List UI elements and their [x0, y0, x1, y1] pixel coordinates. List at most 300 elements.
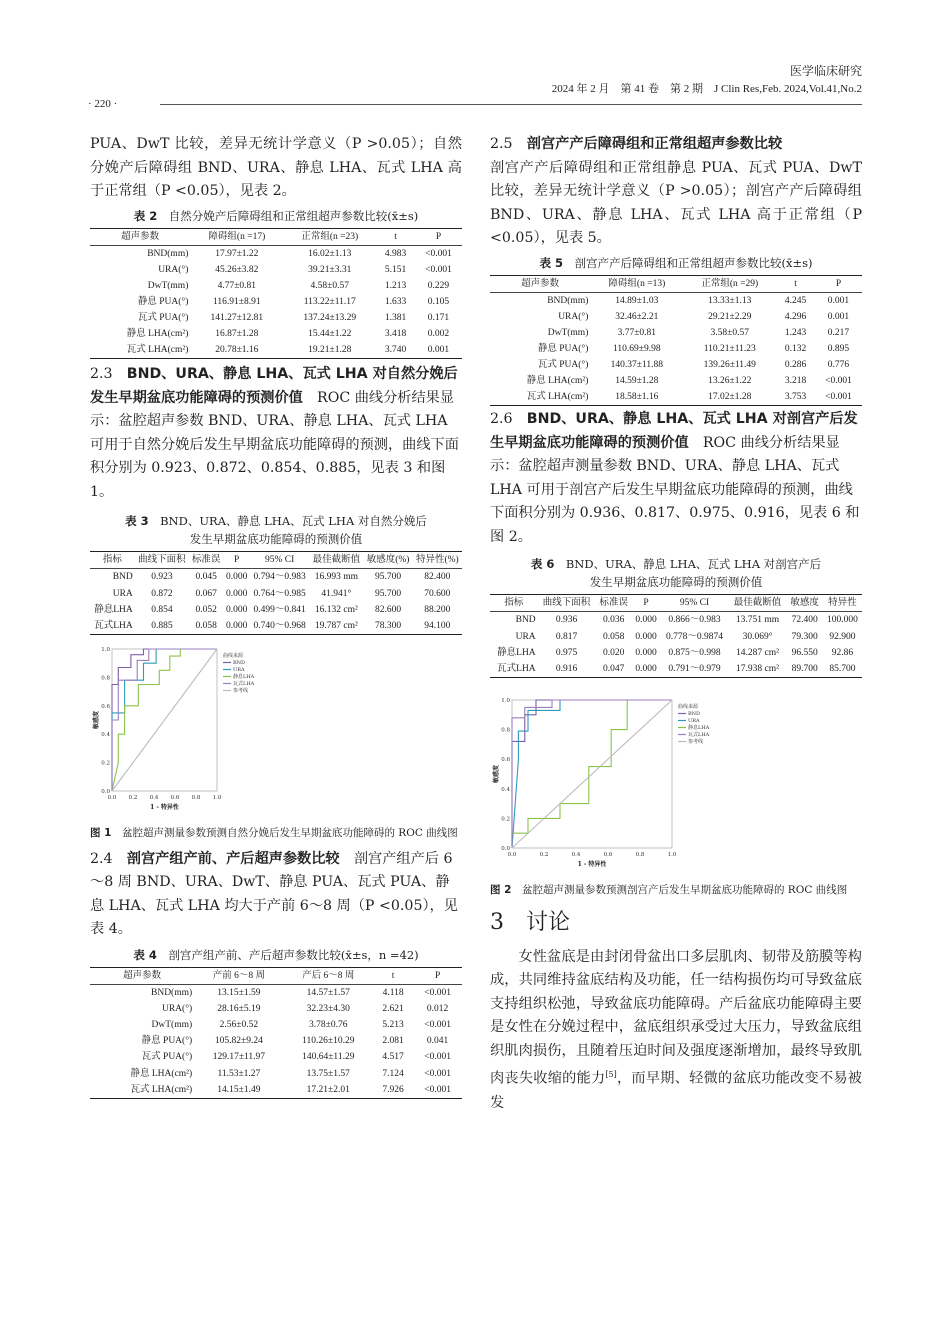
table-cell: 静息 PUA(°)	[137, 296, 189, 307]
discussion-text: 女性盆底是由封闭骨盆出口多层肌肉、韧带及筋膜等构成，共同维持盆底结构及功能，任一结构损伤均可导致盆底支持组织松弛，导致盆底功能障碍。产后盆底功能障碍主要是女性在分娩过程中，盆底组织承受过大压力，导致盆底组织肌肉损伤，且随着压迫时间及强度逐渐增加，最终导致肌肉丧失收缩的能力	[490, 948, 862, 1088]
column-header: 超声参数	[521, 278, 560, 289]
y-tick-label: 0.4	[101, 732, 110, 739]
table-row	[90, 1001, 462, 1017]
table-cell: 3.753	[784, 392, 807, 403]
legend-item: URA	[688, 717, 700, 724]
table-cell: 0.885	[151, 620, 173, 631]
table-cell: BND	[515, 615, 536, 626]
table-cell: 17.21±2.01	[306, 1084, 350, 1095]
left-column	[90, 133, 462, 1101]
table-cell: 0.002	[427, 329, 450, 340]
table-row	[490, 309, 862, 325]
table-row	[90, 602, 462, 618]
table-cell: 0.000	[225, 620, 248, 631]
y-axis-label: 敏感度	[93, 710, 100, 729]
table-cell: 静息 LHA(cm²)	[126, 329, 189, 340]
table-cell: 79.300	[791, 631, 818, 642]
legend-title: 曲线来源	[678, 703, 699, 710]
discussion-paragraph	[490, 946, 862, 1115]
table-row	[90, 294, 462, 310]
table-cell: 0.217	[827, 327, 850, 338]
x-tick-label: 1.0	[212, 794, 222, 801]
table-cell: 0.764～0.985	[253, 588, 306, 599]
table-cell: 瓦式 PUA(°)	[141, 1052, 193, 1063]
legend-item: BND	[688, 710, 701, 717]
table-cell: 3.78±0.76	[309, 1020, 348, 1031]
table-cell: 0.791～0.979	[668, 663, 721, 674]
caption-text: 盆腔超声测量参数预测自然分娩后发生早期盆底功能障碍的 ROC 曲线图	[121, 826, 458, 839]
table-cell: 4.983	[384, 248, 407, 259]
caption-text: 发生早期盆底功能障碍的预测价值	[189, 532, 363, 547]
table-cell: 0.058	[602, 631, 625, 642]
table-cell: 39.21±3.31	[308, 264, 352, 275]
table-row	[90, 1066, 462, 1082]
table-cell: 139.26±11.49	[703, 360, 756, 371]
table-row	[490, 373, 862, 389]
table-cell: 0.000	[225, 572, 248, 583]
table-cell: 瓦式 LHA(cm²)	[130, 1084, 193, 1095]
y-tick-label: 1.0	[501, 697, 510, 704]
table-row	[490, 645, 862, 661]
table-cell: 4.517	[382, 1052, 404, 1063]
table-cell: 0.001	[427, 345, 450, 356]
table-row	[490, 325, 862, 341]
table-cell: 0.000	[225, 588, 248, 599]
table-cell: 3.58±0.57	[710, 327, 749, 338]
table-cell: 4.296	[784, 311, 807, 322]
table-cell: 0.875～0.998	[668, 647, 721, 658]
table-row	[490, 341, 862, 357]
section-number: 2.3	[90, 366, 113, 383]
table-cell: 7.124	[382, 1068, 404, 1079]
table-cell: 113.22±11.17	[303, 296, 356, 307]
legend-item: 瓦式LHA	[233, 680, 255, 687]
table-cell: 3.740	[384, 345, 407, 356]
table-cell: 0.872	[151, 588, 173, 599]
header-rule	[160, 104, 862, 105]
table-cell: 13.33±1.13	[708, 295, 752, 306]
table-cell: 100.000	[826, 615, 858, 626]
table3-caption	[90, 512, 462, 548]
table-cell: 16.132 cm²	[314, 604, 358, 615]
table-row	[90, 1033, 462, 1049]
table-cell: <0.001	[424, 987, 451, 998]
legend-item: 参考线	[688, 738, 704, 745]
table-cell: 0.740～0.968	[253, 620, 306, 631]
table-cell: 0.045	[195, 572, 217, 583]
table-cell: 140.37±11.88	[610, 360, 664, 371]
table-cell: 4.77±0.81	[217, 280, 257, 291]
table-cell: 0.041	[426, 1036, 449, 1047]
table-row	[90, 984, 462, 1001]
table-cell: 0.012	[426, 1003, 449, 1014]
table-2	[90, 228, 462, 360]
table-cell: 28.16±5.19	[217, 1003, 261, 1014]
table-cell: 13.75±1.57	[306, 1068, 350, 1079]
x-tick-label: 1.0	[667, 851, 677, 858]
column-header: 指标	[102, 555, 122, 566]
table-row	[90, 278, 462, 294]
x-tick-label: 0.0	[507, 851, 517, 858]
table-cell: 129.17±11.97	[212, 1052, 266, 1063]
caption-no: 表 5	[539, 255, 563, 270]
section-number: 3	[490, 909, 504, 935]
column-header: 障碍组(n =17)	[208, 231, 266, 242]
table-row	[90, 326, 462, 342]
table-row	[90, 342, 462, 359]
table-cell: 0.000	[635, 615, 657, 626]
table-cell: 0.171	[427, 313, 450, 324]
table-cell: 17.02±1.28	[708, 392, 752, 403]
caption-no: 图 1	[90, 826, 112, 839]
caption-no: 表 4	[133, 947, 157, 962]
table-cell: 0.000	[635, 647, 657, 658]
column-header: P	[643, 598, 649, 609]
x-tick-label: 0.2	[539, 851, 549, 858]
table-cell: 82.400	[424, 572, 451, 583]
section-number: 2.4	[90, 850, 113, 867]
table-cell: 92.900	[829, 631, 856, 642]
section-text: ROC 曲线分析结果显示：盆腔超声参数 BND、URA、静息 LHA、瓦式 LHA 可用于自然分娩后发生早期盆底功能障碍的预测，曲线下面积分别为 0.923、0.872、0.854、0.885，见表 3 和图 1。	[90, 389, 459, 500]
table-cell: 0.001	[827, 295, 850, 306]
table-cell: 0.866～0.983	[668, 615, 721, 626]
table-cell: 105.82±9.24	[214, 1036, 263, 1047]
table-cell: <0.001	[424, 1084, 451, 1095]
caption-text: 自然分娩产后障碍组和正常组超声参数比较(x̄±s)	[168, 208, 419, 223]
table-row	[90, 585, 462, 601]
caption-text: 发生早期盆底功能障碍的预测价值	[589, 575, 763, 590]
table-cell: 4.118	[382, 987, 404, 998]
caption-text: 剖宫产产后障碍组和正常组超声参数比较(x̄±s)	[574, 255, 813, 270]
table-cell: 16.993 mm	[314, 572, 358, 583]
table-cell: BND(mm)	[151, 987, 193, 998]
y-tick-label: 0.8	[101, 675, 110, 682]
column-header: t	[394, 231, 397, 242]
table-4	[90, 967, 462, 1099]
y-tick-label: 1.0	[101, 646, 110, 653]
table-cell: 1.633	[384, 296, 407, 307]
column-header: t	[794, 278, 797, 289]
table-row	[490, 661, 862, 678]
table-cell: 2.621	[382, 1003, 404, 1014]
table-row	[490, 612, 862, 629]
table-cell: 13.15±1.59	[217, 987, 261, 998]
table-cell: 瓦式LHA	[94, 620, 133, 631]
column-header: 特异性	[828, 598, 857, 609]
y-tick-label: 0.6	[101, 703, 110, 710]
table-cell: 5.213	[382, 1020, 404, 1031]
column-header: 正常组(n =29)	[701, 278, 759, 289]
table-cell: 瓦式 LHA(cm²)	[126, 345, 189, 356]
y-tick-label: 0.6	[501, 757, 510, 764]
table-cell: BND(mm)	[147, 248, 189, 259]
table-row	[90, 1082, 462, 1099]
y-axis-label: 敏感度	[493, 764, 500, 783]
table-cell: 110.26±10.29	[302, 1036, 355, 1047]
table-cell: 94.100	[424, 620, 451, 631]
table-cell: 82.600	[375, 604, 402, 615]
table-cell: 32.46±2.21	[615, 311, 659, 322]
caption-no: 表 3	[125, 514, 149, 529]
caption-no: 表 6	[530, 557, 555, 572]
legend-item: 静息LHA	[233, 673, 255, 680]
table-row	[90, 569, 462, 586]
section-2-6	[490, 408, 862, 549]
table-cell: 0.105	[427, 296, 450, 307]
table-cell: <0.001	[424, 1020, 451, 1031]
x-tick-label: 0.6	[603, 851, 613, 858]
table-cell: <0.001	[425, 248, 452, 259]
x-tick-label: 0.4	[571, 851, 581, 858]
section-title: 剖宫产组产前、产后超声参数比较	[126, 850, 340, 867]
table-cell: 3.77±0.81	[617, 327, 657, 338]
journal-name: 医学临床研究	[789, 64, 862, 78]
table-cell: 瓦式LHA	[497, 663, 536, 674]
table-cell: <0.001	[425, 264, 452, 275]
table-cell: 0.067	[195, 588, 217, 599]
table-cell: DwT(mm)	[547, 327, 589, 338]
issue-info: 2024 年 2 月 第 41 卷 第 2 期 J Clin Res,Feb. 2024,Vol.41,No.2	[551, 83, 862, 95]
table-cell: 0.923	[151, 572, 173, 583]
table-cell: DwT(mm)	[147, 280, 189, 291]
table-cell: 0.895	[827, 343, 850, 354]
table-cell: 140.64±11.29	[302, 1052, 355, 1063]
table-cell: 41.941°	[321, 588, 352, 599]
table-cell: 0.052	[195, 604, 217, 615]
table-cell: 0.047	[602, 663, 625, 674]
right-column	[490, 133, 862, 1115]
table-cell: 0.000	[635, 631, 657, 642]
table-cell: 78.300	[375, 620, 402, 631]
table-cell: 88.200	[424, 604, 451, 615]
figure1-caption	[90, 825, 462, 842]
table-cell: 13.26±1.22	[708, 376, 752, 387]
figure2-caption	[490, 882, 862, 899]
table-5	[490, 275, 862, 407]
table-cell: <0.001	[424, 1052, 451, 1063]
caption-text: 剖宫产组产前、产后超声参数比较(x̄±s，n =42)	[168, 947, 419, 962]
table-cell: 3.418	[384, 329, 407, 340]
table-row	[90, 1017, 462, 1033]
table-cell: 2.081	[382, 1036, 404, 1047]
table-cell: 29.21±2.29	[708, 311, 752, 322]
y-tick-label: 0.2	[101, 760, 110, 767]
column-header: 敏感度	[790, 598, 819, 609]
table-cell: 0.286	[784, 360, 807, 371]
table-cell: BND	[112, 572, 133, 583]
table-cell: 16.87±1.28	[215, 329, 259, 340]
table6-caption	[490, 555, 862, 591]
legend-title: 曲线来源	[223, 652, 244, 659]
table-cell: 110.69±9.98	[613, 343, 661, 354]
table-cell: URA	[515, 631, 536, 642]
table-row	[490, 628, 862, 644]
table-cell: 瓦式 LHA(cm²)	[526, 392, 589, 403]
x-axis-label: 1 - 特异性	[577, 860, 607, 868]
table-cell: 0.058	[195, 620, 217, 631]
table-cell: 7.926	[382, 1084, 404, 1095]
roc-chart-2	[490, 694, 780, 872]
table-cell: <0.001	[825, 376, 852, 387]
table-cell: 20.78±1.16	[215, 345, 259, 356]
table-cell: URA	[112, 588, 133, 599]
column-header: 95% CI	[264, 555, 295, 566]
x-tick-label: 0.8	[635, 851, 645, 858]
table-cell: 3.218	[784, 376, 807, 387]
column-header: 敏感度(%)	[366, 555, 410, 566]
table-cell: 14.57±1.57	[306, 987, 350, 998]
column-header: 正常组(n =23)	[301, 231, 359, 242]
table2-caption	[90, 207, 462, 225]
table-cell: 14.89±1.03	[615, 295, 659, 306]
column-header: 曲线下面积	[542, 598, 591, 609]
table-cell: URA(°)	[158, 264, 189, 275]
table-cell: 0.854	[151, 604, 173, 615]
column-header: 超声参数	[121, 231, 160, 242]
column-header: 标准误	[191, 555, 221, 566]
table-cell: 0.000	[225, 604, 248, 615]
table-cell: 静息 LHA(cm²)	[130, 1068, 193, 1079]
section-text: 剖宫产组产后 6～8 周 BND、URA、DwT、静息 PUA、瓦式 PUA、静息 LHA、瓦式 LHA 均大于产前 6～8 周（P <0.05），见表 4。	[90, 850, 458, 938]
table-cell: 2.56±0.52	[219, 1020, 259, 1031]
caption-no: 表 2	[133, 208, 158, 223]
table-cell: 0.000	[635, 663, 657, 674]
table-row	[490, 389, 862, 406]
table-cell: 0.936	[555, 615, 578, 626]
legend-item: 瓦式LHA	[688, 731, 710, 738]
column-header: 95% CI	[679, 598, 710, 609]
x-tick-label: 0.4	[149, 794, 159, 801]
table-6	[490, 594, 862, 677]
table-cell: 85.700	[829, 663, 856, 674]
table-cell: 19.21±1.28	[308, 345, 352, 356]
table-cell: 0.132	[784, 343, 807, 354]
table-cell: 89.700	[791, 663, 818, 674]
table-cell: 0.020	[602, 647, 625, 658]
table-cell: 静息LHA	[497, 647, 536, 658]
section-title: 讨论	[526, 909, 571, 935]
table-cell: 14.287 cm²	[736, 647, 780, 658]
caption-no: 图 2	[490, 883, 512, 896]
table-cell: 11.53±1.27	[217, 1068, 261, 1079]
table-3	[90, 551, 462, 634]
table-cell: 4.245	[784, 295, 807, 306]
legend-item: 静息LHA	[688, 724, 710, 731]
table-row	[490, 292, 862, 309]
y-tick-label: 0.0	[101, 788, 110, 795]
table-cell: 19.787 cm²	[314, 620, 358, 631]
table-cell: 瓦式 PUA(°)	[537, 360, 589, 371]
table-cell: 137.24±13.29	[303, 313, 357, 324]
table4-caption	[90, 946, 462, 964]
x-tick-label: 0.0	[107, 794, 117, 801]
section-2-5-text: 剖宫产产后障碍组和正常组静息 PUA、瓦式 PUA、DwT 比较，差异无统计学意义（P >0.05）；剖宫产产后障碍组 BND、URA、静息 LHA、瓦式 LHA 高于正常组（P <0.05），见表 5。	[490, 159, 862, 246]
section-number: 2.5	[490, 136, 513, 152]
caption-text: BND、URA、静息 LHA、瓦式 LHA 对剖宫产后	[565, 557, 822, 572]
table-row	[90, 245, 462, 262]
section-2-5-heading	[490, 133, 862, 157]
table-row	[90, 310, 462, 326]
column-header: P	[435, 231, 442, 242]
table-cell: 30.069°	[742, 631, 773, 642]
legend-item: BND	[233, 659, 246, 666]
x-tick-label: 0.8	[191, 794, 201, 801]
table-cell: 14.15±1.49	[217, 1084, 261, 1095]
y-tick-label: 0.2	[501, 816, 510, 823]
legend-item: 参考线	[233, 687, 249, 694]
section-number: 2.6	[490, 411, 513, 428]
table-cell: 16.02±1.13	[308, 248, 352, 259]
table-row	[90, 262, 462, 278]
roc-chart-1	[90, 643, 280, 815]
table-cell: BND(mm)	[547, 295, 589, 306]
column-header: 曲线下面积	[138, 555, 186, 566]
table-cell: 0.001	[827, 311, 850, 322]
column-header: t	[391, 970, 395, 981]
legend-item: URA	[233, 666, 245, 673]
citation[interactable]: [5]	[605, 1070, 617, 1080]
column-header: 特异性(%)	[415, 555, 459, 566]
x-axis-label: 1 - 特异性	[150, 803, 179, 811]
column-header: P	[434, 970, 441, 981]
table-cell: 15.44±1.22	[308, 329, 352, 340]
table-cell: 1.381	[384, 313, 407, 324]
table-cell: 18.58±1.16	[615, 392, 659, 403]
table-cell: URA(°)	[558, 311, 589, 322]
table-cell: 0.817	[555, 631, 578, 642]
table-cell: 0.794～0.983	[253, 572, 306, 583]
table-cell: 17.97±1.22	[215, 248, 259, 259]
column-header: 最佳截断值	[312, 555, 361, 566]
column-header: 障碍组(n =13)	[608, 278, 666, 289]
column-header: 标准误	[599, 598, 628, 609]
table-cell: 0.975	[555, 647, 578, 658]
table-cell: 0.916	[555, 663, 578, 674]
column-header: 产前 6～8 周	[212, 970, 265, 981]
x-tick-label: 0.2	[128, 794, 138, 801]
paragraph: PUA、DwT 比较，差异无统计学意义（P >0.05）；自然分娩产后障碍组 BND、URA、静息 LHA、瓦式 LHA 高于正常组（P <0.05），见表 2。	[90, 136, 462, 199]
table-cell: 0.499～0.841	[253, 604, 306, 615]
section-title: BND、URA、静息 LHA、瓦式 LHA 对自然分娩后发生早期盆底功能障碍的预测价值	[90, 366, 458, 406]
column-header: 指标	[504, 598, 524, 609]
table-cell: 17.938 cm²	[736, 663, 780, 674]
table-cell: 70.600	[424, 588, 451, 599]
section-title: 剖宫产产后障碍组和正常组超声参数比较	[526, 136, 783, 152]
x-tick-label: 0.6	[170, 794, 180, 801]
table-cell: 1.243	[784, 327, 807, 338]
table-cell: 72.400	[791, 615, 818, 626]
table-cell: 95.700	[375, 588, 402, 599]
column-header: P	[835, 278, 842, 289]
table-cell: 95.700	[375, 572, 402, 583]
table-cell: 静息 PUA(°)	[537, 343, 589, 354]
table-cell: 静息LHA	[94, 604, 133, 615]
table-cell: 1.213	[384, 280, 407, 291]
table-cell: 5.151	[384, 264, 407, 275]
y-tick-label: 0.8	[501, 727, 510, 734]
table-row	[90, 1049, 462, 1065]
table5-caption	[490, 254, 862, 272]
table-row	[490, 357, 862, 373]
page-number: · 220 ·	[88, 98, 118, 110]
table-cell: 92.86	[831, 647, 854, 658]
y-tick-label: 0.4	[501, 786, 510, 793]
section-text: ROC 曲线分析结果显示：盆腔超声测量参数 BND、URA、静息 LHA、瓦式 LHA 可用于剖宫产后发生早期盆底功能障碍的预测，曲线下面积分别为 0.936、0.817、0.975、0.916，见表 6 和图 2。	[490, 434, 860, 545]
table-row	[90, 618, 462, 635]
caption-text: 盆腔超声测量参数预测剖宫产后发生早期盆底功能障碍的 ROC 曲线图	[521, 883, 848, 896]
table-cell: DwT(mm)	[151, 1020, 193, 1031]
table-cell: 0.778～0.9874	[665, 631, 723, 642]
